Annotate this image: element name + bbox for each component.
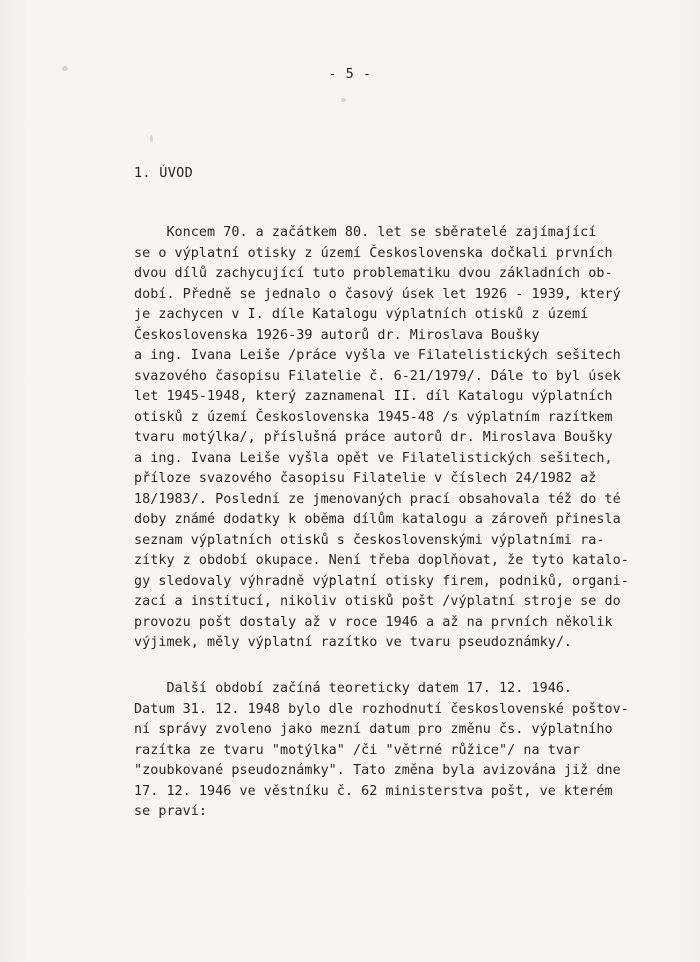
section-heading: 1. ÚVOD xyxy=(134,165,193,181)
text-line: příloze svazového časopisu Filatelie v číslech 24/1982 až xyxy=(134,471,597,486)
text-line: a ing. Ivana Leiše /práce vyšla ve Filatelistických sešitech xyxy=(134,348,621,363)
text-line: dvou dílů zachycující tuto problematiku dvou základních ob- xyxy=(134,266,613,281)
text-line: "zoubkované pseudoznámky". Tato změna byla avizována již dne xyxy=(134,763,621,778)
text-line: razítka ze tvaru "motýlka" /či "větrné růžice"/ na tvar xyxy=(134,742,581,758)
text-line: provozu pošt dostaly až v roce 1946 a až na prvních několik xyxy=(134,614,613,630)
text-line: seznam výplatních otisků s československými výplatními ra- xyxy=(134,532,605,548)
text-line: doby známé dodatky k oběma dílům katalogu a zároveň přinesla xyxy=(134,512,621,527)
paragraph-2 xyxy=(134,679,674,823)
paragraph-1 xyxy=(134,223,674,654)
text-line: let 1945-1948, který zaznamenal II. díl Katalogu výplatních xyxy=(134,389,613,404)
text-line: Datum 31. 12. 1948 bylo dle rozhodnutí československé poštov- xyxy=(134,701,629,717)
text-line: se praví: xyxy=(134,804,208,819)
text-line: zítky z období okupace. Není třeba doplňovat, že tyto katalo- xyxy=(134,553,629,568)
text-line: svazového časopisu Filatelie č. 6-21/1979/. Dále to byl úsek xyxy=(134,368,621,384)
text-line: otisků z území Československa 1945-48 /s výplatním razítkem xyxy=(134,409,613,425)
text-line: gy sledovaly výhradně výplatní otisky firem, podniků, organi- xyxy=(134,573,629,589)
text-line: 18/1983/. Poslední ze jmenovaných prací obsahovala též do té xyxy=(134,491,621,507)
text-line: a ing. Ivana Leiše vyšla opět ve Filatelistických sešitech, xyxy=(134,450,613,466)
text-line: Koncem 70. a začátkem 80. let se sběratelé zajímající xyxy=(134,225,597,240)
paper-speck xyxy=(150,135,153,142)
text-line: výjimek, měly výplatní razítko ve tvaru pseudoznámky/. xyxy=(134,635,573,650)
text-line: 17. 12. 1946 ve věstníku č. 62 ministerstva pošt, ve kterém xyxy=(134,783,613,799)
text-line: dobí. Předně se jednalo o časový úsek let 1926 - 1939, který xyxy=(134,286,621,302)
text-line: tvaru motýlka/, příslušná práce autorů dr. Miroslava Boušky xyxy=(134,430,613,445)
paper-speck xyxy=(341,98,346,102)
page-number: - 5 - xyxy=(328,66,372,82)
text-line: se o výplatní otisky z území Československa dočkali prvních xyxy=(134,245,613,261)
text-line: zací a institucí, nikoliv otisků pošt /výplatní stroje se do xyxy=(134,594,621,609)
text-line: Československa 1926-39 autorů dr. Miroslava Boušky xyxy=(134,327,540,343)
text-line: Další období začíná teoreticky datem 17. 12. 1946. xyxy=(134,681,573,696)
text-line: je zachycen v I. díle Katalogu výplatních otisků z území xyxy=(134,307,589,322)
text-line: ní správy zvoleno jako mezní datum pro změnu čs. výplatního xyxy=(134,722,613,737)
